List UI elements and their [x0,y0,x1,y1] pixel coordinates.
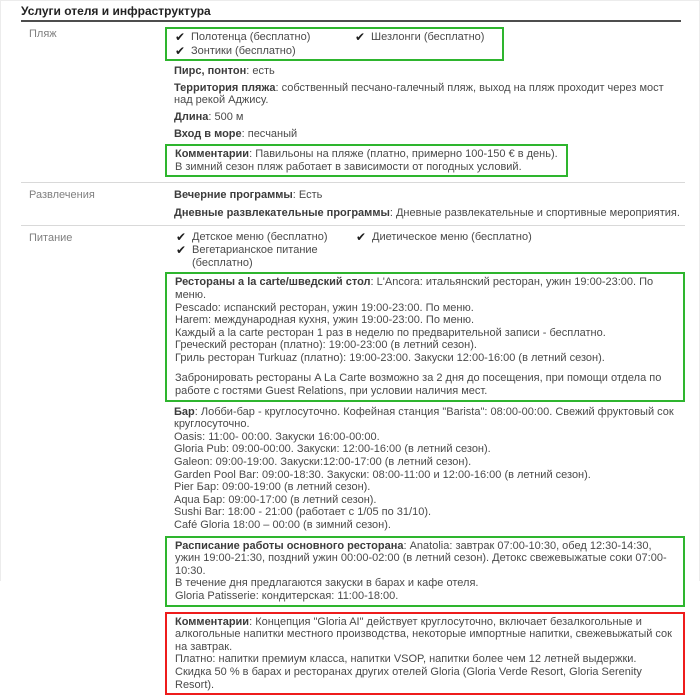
amenity-towels [175,31,355,44]
field-label: Длина [174,110,209,123]
field-label: Вечерние программы [174,189,293,202]
amenity-label: Шезлонги (бесплатно) [371,31,485,43]
field-label: Дневные развлекательные программы [174,206,390,219]
restaurant-line: Гриль ресторан Turkuaz (платно): 19:00-23:00. Закуски 12:00-16:00 (в летний сезон). [175,351,605,364]
field-label: Бар [174,405,195,418]
field-beach-territory [174,82,685,107]
bar-line: Aqua Бар: 09:00-17:00 (в летний сезон). [174,493,377,506]
field-sea-entrance [174,128,685,141]
field-value: : Павильоны на пляже (платно, примерно 100-150 € в день). [249,148,558,161]
restaurants-intro-line [175,276,675,301]
field-label: Комментарии [175,615,250,628]
bar-line: Gloria Pub: 09:00-00:00. Закуски: 12:00-16:00 (в летний сезон). [174,443,491,456]
schedule-intro-line [175,540,675,578]
bar-line: Garden Pool Bar: 09:00-18:30. Закуски: 08:00-11:00 и 12:00-16:00 (в летний сезон). [174,468,591,481]
field-length [174,111,685,124]
spacer [175,364,675,372]
field-value: : Есть [292,189,323,202]
field-value: : Лобби-бар - круглосуточно. Кофейная станция "Barista": 08:00-00:00. Свежий фруктовый сок круглосуточно. [174,405,674,431]
bar-line: Oasis: 11:00- 00:00. Закуски 16:00-00:00. [174,430,380,443]
food-comments-highlight-box [165,612,685,696]
field-day-programs [174,207,685,220]
row-label-beach: Пляж [29,28,57,40]
check-icon: ✔ [355,30,366,44]
booking-note-line: Забронировать рестораны A La Carte возможно за 2 дня до посещения, при помощи отдела по работе с гостями Guest Relations, при условии наличия мест. [175,372,662,398]
amenity-umbrellas [175,45,355,58]
amenity-label: Зонтики (бесплатно) [191,44,296,57]
check-icon: ✔ [356,229,367,244]
check-icon: ✔ [176,243,187,258]
field-value: : песчаный [241,127,298,140]
beach-comments-highlight-box [165,144,568,177]
beach-amenities-grid [175,31,494,57]
schedule-line: Gloria Patisserie: кондитерская: 11:00-18:00. [175,589,399,602]
food-content [174,230,685,696]
amenity-vegetarian [176,244,356,269]
comment-line: В зимний сезон пляж работает в зависимости от погодных условий. [175,160,522,173]
beach-amenities-highlight-box [165,27,504,61]
comment-line: Платно: напитки премиум класса, напитки VSOP, напитки более чем 12 летней выдержки. [175,653,637,666]
amenity-label: Детское меню (бесплатно) [192,230,328,243]
amenity-label: Вегетарианское питание (бесплатно) [192,244,318,269]
field-label: Вход в море [174,127,242,140]
section-entertainment [21,182,685,224]
check-icon: ✔ [176,229,187,244]
field-evening-programs [174,189,685,202]
field-value: : есть [246,65,275,78]
comment-line [175,616,675,654]
bars-list [174,406,685,532]
amenity-sunbeds [355,31,494,44]
field-label: Рестораны a la carte/шведский стол [175,276,371,289]
restaurant-line: Pescado: испанский ресторан, ужин 19:00-23:00. По меню. [175,301,474,314]
check-icon: ✔ [175,30,186,44]
field-label: Комментарии [175,148,250,161]
page-title: Услуги отеля и инфраструктура [21,3,681,22]
main-restaurant-schedule-highlight-box [165,536,685,607]
field-value: : Дневные развлекательные и спортивные мероприятия. [389,206,680,219]
restaurant-line: Греческий ресторан (платно): 19:00-23:00 (в летний сезон). [175,339,477,352]
bar-line: Café Gloria 18:00 – 00:00 (в зимний сезон). [174,519,391,531]
field-value: : L'Ancora: итальянский ресторан, ужин 19:00-23:00. По меню. [175,276,654,301]
row-label-entertainment: Развлечения [29,189,95,202]
field-label: Территория пляжа [174,81,276,94]
field-value: : Anatolia: завтрак 07:00-10:30, обед 12:30-14:30, ужин 19:00-21:30, поздний ужин 00:00-02:00 (в летний сезон). Детокс свежевыжатые соки 07:00-10:30. [175,539,667,577]
amenity-diet-menu [356,231,685,244]
restaurants-highlight-box [165,272,685,401]
food-amenities-grid [176,231,685,270]
bar-line: Sushi Bar: 18:00 - 21:00 (работает с 1/05 по 31/10). [174,506,432,519]
bar-line: Pier Бар: 09:00-19:00 (в летний сезон). [174,481,371,494]
amenity-kids-menu [176,231,356,244]
beach-content [174,26,685,177]
comment-line: Скидка 50 % в барах и ресторанах других отелей Gloria (Gloria Verde Resort, Gloria Serenity Resort). [175,665,642,691]
section-beach [21,22,685,182]
amenity-label: Диетическое меню (бесплатно) [372,230,532,243]
bar-line: Galeon: 09:00-19:00. Закуски:12:00-17:00 (в летний сезон). [174,456,472,469]
row-label-food: Питание [29,231,73,244]
bar-line [174,406,685,431]
schedule-line: В течение дня предлагаются закуски в барах и кафе отеля. [175,577,479,590]
check-icon: ✔ [175,43,186,58]
field-pier [174,65,685,78]
field-value: : 500 м [208,110,244,123]
restaurant-line: Каждый a la carte ресторан 1 раз в неделю по предварительной записи - бесплатно. [175,326,606,339]
comment-line [175,148,558,161]
field-value: : собственный песчано-галечный пляж, выход на пляж проходит через мост над рекой Аджису. [174,81,664,107]
amenity-label: Полотенца (бесплатно) [191,31,311,43]
restaurant-line: Harem: международная кухня, ужин 19:00-23:00. По меню. [175,314,475,327]
field-label: Пирс, понтон [174,65,247,78]
field-value: : Концепция "Gloria AI" действует круглосуточно, включает безалкогольные и алкогольные напитки местного производства, некоторые импортные напитки, свежевыжатый сок на завтрак. [175,615,672,653]
entertainment-content [174,187,685,219]
field-label: Расписание работы основного ресторана [175,539,404,552]
section-food [21,225,685,700]
